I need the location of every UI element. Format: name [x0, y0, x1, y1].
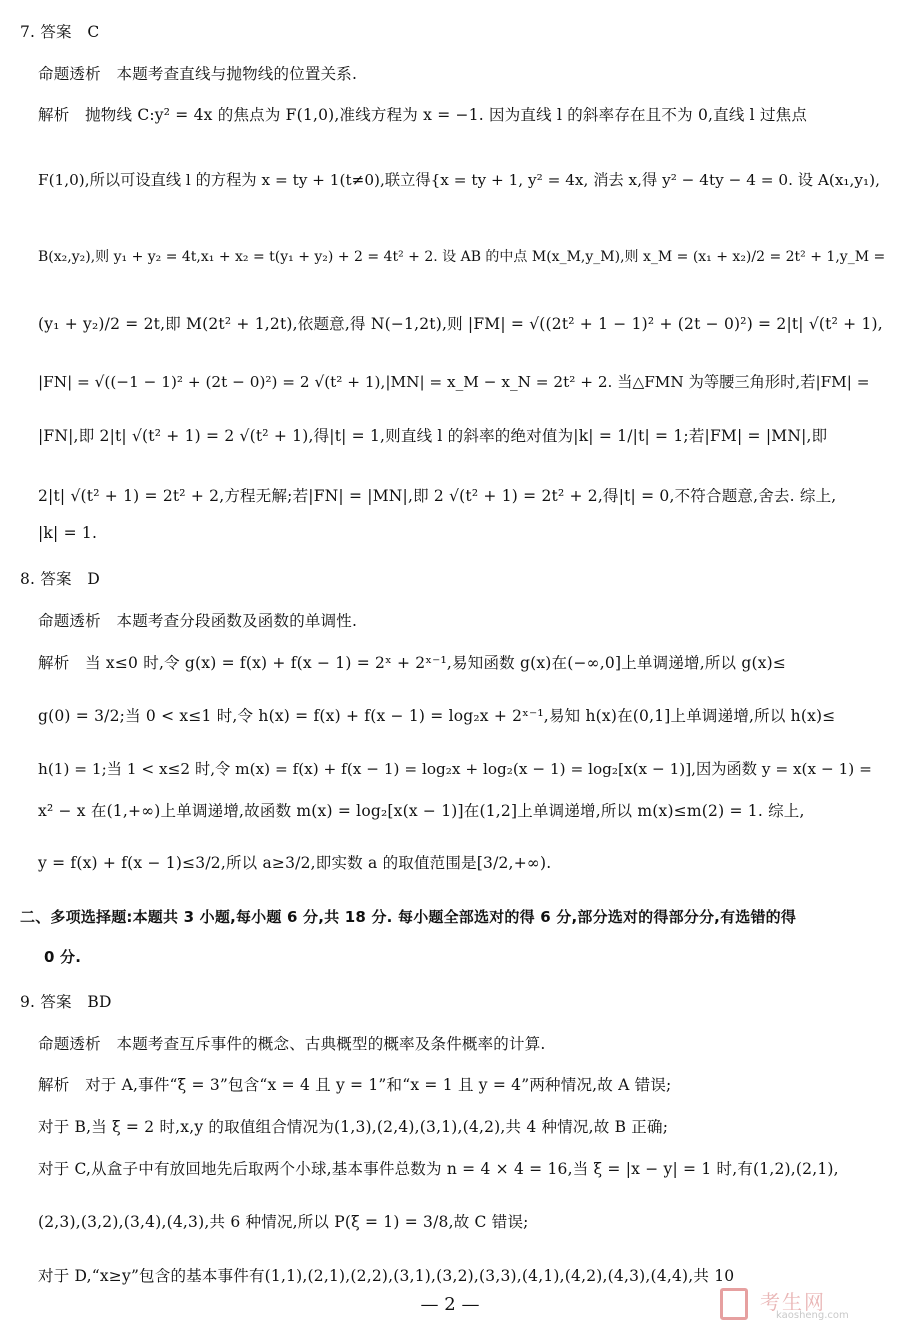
watermark-url: kaosheng.com: [776, 1310, 849, 1321]
answer-7-conclusion: |k| = 1.: [38, 524, 98, 542]
answer-9-solution-line: 解析 对于 A,事件“ξ = 3”包含“x = 4 且 y = 1”和“x = 1 且 y = 4”两种情况,故 A 错误;: [38, 1076, 672, 1094]
answer-8-solution-line: 解析 当 x≤0 时,令 g(x) = f(x) + f(x − 1) = 2ˣ + 2ˣ⁻¹,易知函数 g(x)在(−∞,0]上单调递增,所以 g(x)≤: [38, 654, 787, 672]
answer-8-solution-line: x² − x 在(1,+∞)上单调递增,故函数 m(x) = log₂[x(x − 1)]在(1,2]上单调递增,所以 m(x)≤m(2) = 1. 综上,: [38, 802, 805, 820]
answer-7-solution-line: B(x₂,y₂),则 y₁ + y₂ = 4t,x₁ + x₂ = t(y₁ + y₂) + 2 = 4t² + 2. 设 AB 的中点 M(x_M,y_M),则 x_M = (x₁ + x₂)/2 = 2t² + 1,y_M =: [38, 249, 886, 265]
answer-9-intent: 命题透析 本题考查互斥事件的概念、古典概型的概率及条件概率的计算.: [38, 1035, 546, 1053]
answer-7-heading: 7. 答案 C: [20, 23, 100, 41]
answer-7-intent: 命题透析 本题考查直线与抛物线的位置关系.: [38, 65, 358, 83]
answer-9-solution-line: (2,3),(3,2),(3,4),(4,3),共 6 种情况,所以 P(ξ = 1) = 3/8,故 C 错误;: [38, 1213, 529, 1231]
answer-8-solution-line: y = f(x) + f(x − 1)≤3/2,所以 a≥3/2,即实数 a 的取值范围是[3/2,+∞).: [38, 854, 552, 872]
answer-7-solution-line: |FN|,即 2|t| √(t² + 1) = 2 √(t² + 1),得|t| = 1,则直线 l 的斜率的绝对值为|k| = 1/|t| = 1;若|FM| = |MN|,即: [38, 427, 828, 445]
answer-7-solution-line: |FN| = √((−1 − 1)² + (2t − 0)²) = 2 √(t² + 1),|MN| = x_M − x_N = 2t² + 2. 当△FMN 为等腰三角形时,若|FM| =: [38, 373, 870, 391]
answer-8-heading: 8. 答案 D: [20, 570, 101, 588]
section-heading: 二、多项选择题:本题共 3 小题,每小题 6 分,共 18 分. 每小题全部选对的得 6 分,部分选对的得部分分,有选错的得: [20, 908, 797, 926]
page-number: — 2 —: [420, 1294, 480, 1315]
answer-9-solution-line: 对于 B,当 ξ = 2 时,x,y 的取值组合情况为(1,3),(2,4),(3,1),(4,2),共 4 种情况,故 B 正确;: [38, 1118, 669, 1136]
answer-7-solution-line: (y₁ + y₂)/2 = 2t,即 M(2t² + 1,2t),依题意,得 N(−1,2t),则 |FM| = √((2t² + 1 − 1)² + (2t − 0)²) = 2|t| √(t² + 1),: [38, 315, 883, 333]
watermark-title: 考生网: [760, 1290, 826, 1314]
answer-7-solution-line: F(1,0),所以可设直线 l 的方程为 x = ty + 1(t≠0),联立得{x = ty + 1, y² = 4x, 消去 x,得 y² − 4ty − 4 = 0. 设 A(x₁,y₁),: [38, 171, 880, 189]
answer-8-solution-line: h(1) = 1;当 1 < x≤2 时,令 m(x) = f(x) + f(x − 1) = log₂x + log₂(x − 1) = log₂[x(x − 1)],因为函数 y = x(x − 1) =: [38, 760, 872, 778]
answer-7-solution-line: 2|t| √(t² + 1) = 2t² + 2,方程无解;若|FN| = |MN|,即 2 √(t² + 1) = 2t² + 2,得|t| = 0,不符合题意,舍去. 综上,: [38, 487, 837, 505]
answer-9-heading: 9. 答案 BD: [20, 993, 112, 1011]
section-heading-cont: 0 分.: [44, 948, 82, 966]
answer-9-solution-line: 对于 C,从盒子中有放回地先后取两个小球,基本事件总数为 n = 4 × 4 = 16,当 ξ = |x − y| = 1 时,有(1,2),(2,1),: [38, 1160, 839, 1178]
watermark-logo-icon: [720, 1288, 748, 1320]
watermark: [720, 1286, 890, 1326]
answer-7-solution-line: 解析 抛物线 C:y² = 4x 的焦点为 F(1,0),准线方程为 x = −1. 因为直线 l 的斜率存在且不为 0,直线 l 过焦点: [38, 106, 808, 124]
answer-8-intent: 命题透析 本题考查分段函数及函数的单调性.: [38, 612, 358, 630]
answer-8-solution-line: g(0) = 3/2;当 0 < x≤1 时,令 h(x) = f(x) + f(x − 1) = log₂x + 2ˣ⁻¹,易知 h(x)在(0,1]上单调递增,所以 h(x)≤: [38, 707, 836, 725]
answer-9-solution-line: 对于 D,“x≥y”包含的基本事件有(1,1),(2,1),(2,2),(3,1),(3,2),(3,3),(4,1),(4,2),(4,3),(4,4),共 10: [38, 1267, 735, 1285]
